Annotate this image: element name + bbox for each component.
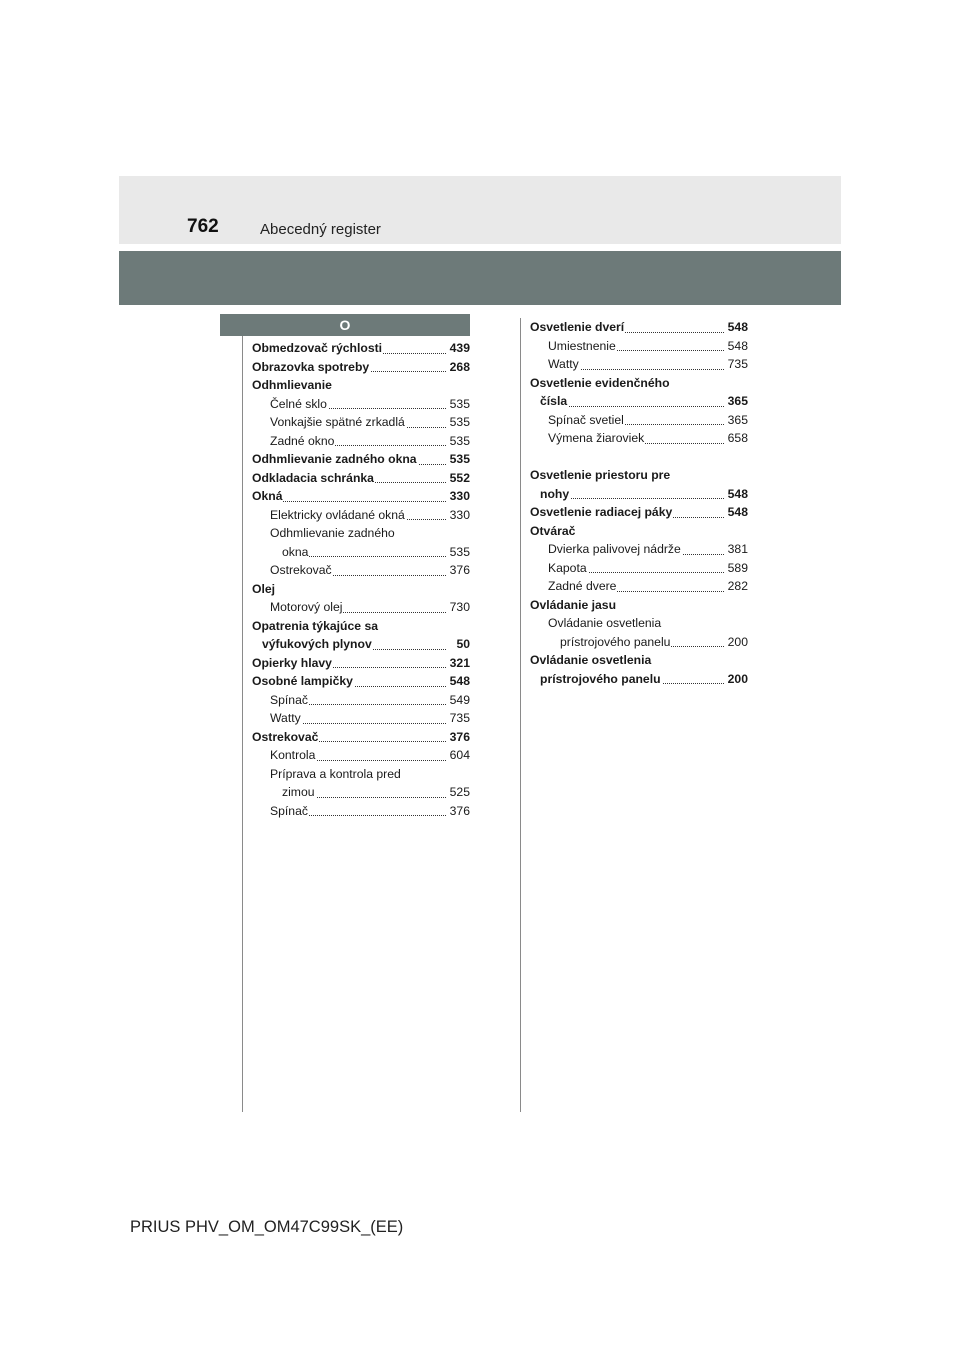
- index-entry: [252, 691, 470, 710]
- index-entry-text: Odkladacia schránka: [252, 470, 374, 485]
- index-entry-page: 330: [449, 487, 470, 506]
- index-entry-page: 589: [727, 559, 748, 578]
- index-entry-text: Výmena žiaroviek: [548, 431, 645, 445]
- index-entry-page: 552: [449, 469, 470, 488]
- index-entry-page: 535: [449, 395, 470, 414]
- index-entry: [530, 374, 748, 393]
- index-entry-text: Okná: [252, 489, 283, 503]
- index-entry: [252, 635, 470, 654]
- index-entry: [252, 543, 470, 562]
- index-entry-page: 376: [449, 802, 470, 821]
- index-entry-page: 730: [449, 598, 470, 617]
- index-entry-page: 376: [449, 561, 470, 580]
- index-entry-page: 330: [449, 506, 470, 525]
- index-entry-text: Obmedzovač rýchlosti: [252, 341, 383, 355]
- index-entry-text: Umiestnenie: [548, 338, 616, 353]
- index-entry: [252, 358, 470, 377]
- index-entry-text: Osvetlenie priestoru pre: [530, 468, 671, 482]
- index-entry-page: 365: [727, 392, 748, 411]
- index-entry: [530, 355, 748, 374]
- index-entry: [530, 540, 748, 559]
- index-entry: [252, 728, 470, 747]
- index-entry: [252, 376, 470, 395]
- index-entry: [530, 466, 748, 485]
- index-entry: [530, 670, 748, 689]
- index-entry-page: 439: [449, 339, 470, 358]
- index-entry-text: zimou: [282, 785, 315, 799]
- index-entry: [252, 765, 470, 784]
- header-dark-band: [119, 251, 841, 305]
- index-entry-text: Otvárač: [530, 523, 576, 538]
- index-entry-text: Motorový olej: [270, 600, 343, 614]
- index-entry-page: 549: [449, 691, 470, 710]
- index-letter-heading: O: [220, 314, 470, 336]
- index-entry-page: 525: [449, 783, 470, 802]
- index-entry: [252, 783, 470, 802]
- index-entry: [252, 524, 470, 543]
- index-entry: [530, 429, 748, 448]
- index-entry: [530, 577, 748, 596]
- index-entry: [530, 318, 748, 337]
- index-entry-text: čísla: [540, 394, 568, 408]
- index-entry-page: 376: [449, 728, 470, 747]
- index-entry-text: Príprava a kontrola pred: [270, 766, 401, 781]
- index-entry: [530, 651, 748, 670]
- index-entry: [252, 598, 470, 617]
- index-entry-page: 548: [727, 337, 748, 356]
- index-entry: [252, 469, 470, 488]
- index-entry: [252, 339, 470, 358]
- index-entry-page: 548: [449, 672, 470, 691]
- index-entry: [252, 432, 470, 451]
- section-title: Abecedný register: [260, 221, 381, 238]
- index-entry-page: 548: [727, 485, 748, 504]
- index-entry-text: výfukových plynov: [262, 637, 372, 651]
- index-entry: [252, 580, 470, 599]
- index-entry-text: prístrojového panelu: [540, 671, 661, 686]
- index-entry-text: Obrazovka spotreby: [252, 359, 370, 374]
- index-entry: [252, 802, 470, 821]
- index-entry-text: Ovládanie osvetlenia: [548, 616, 662, 630]
- index-entry: [530, 522, 748, 541]
- index-entry-page: 381: [727, 540, 748, 559]
- index-entry-text: Opatrenia týkajúce sa: [252, 618, 378, 633]
- index-entry-page: 535: [449, 413, 470, 432]
- index-entry-page: 268: [449, 358, 470, 377]
- index-entry-text: Osvetlenie evidenčného: [530, 375, 670, 390]
- index-entry-page: 200: [727, 633, 748, 652]
- index-entry-page: 604: [449, 746, 470, 765]
- index-entry-text: Spínač svetiel: [548, 412, 624, 427]
- index-entry-text: Vonkajšie spätné zrkadlá: [270, 415, 405, 429]
- index-entry: [252, 450, 470, 469]
- index-entry-text: Osvetlenie radiacej páky: [530, 505, 673, 519]
- index-entry-text: Osvetlenie dverí: [530, 320, 625, 334]
- index-entry: [530, 337, 748, 356]
- index-entry-text: Osobné lampičky: [252, 674, 353, 688]
- index-entry-text: Čelné sklo: [270, 396, 327, 411]
- index-entry-text: Ostrekovač: [252, 729, 319, 744]
- index-entry-page: 50: [455, 635, 470, 654]
- index-entry-page: 535: [449, 543, 470, 562]
- index-entry-text: Dvierka palivovej nádrže: [548, 542, 681, 556]
- index-entry-page: 548: [727, 318, 748, 337]
- page-number: 762: [187, 216, 219, 237]
- index-entry-text: Odhmlievanie zadného: [270, 526, 395, 540]
- index-entry-text: okna: [282, 544, 309, 559]
- index-entry-text: Odhmlievanie zadného okna: [252, 452, 417, 466]
- index-entry: [530, 596, 748, 615]
- column-rule-right: [520, 318, 521, 1112]
- column-rule-left: [242, 336, 243, 1112]
- index-entry: [252, 487, 470, 506]
- index-entry-text: Kontrola: [270, 748, 316, 762]
- index-entry-text: Watty: [548, 357, 579, 371]
- index-entry-text: Olej: [252, 581, 276, 596]
- index-entry-page: 535: [449, 432, 470, 451]
- index-entry-text: Watty: [270, 711, 301, 725]
- index-column-left: [252, 339, 470, 820]
- index-entry-text: Kapota: [548, 560, 587, 575]
- index-entry-page: 658: [727, 429, 748, 448]
- index-entry: [530, 503, 748, 522]
- index-entry: [252, 395, 470, 414]
- index-entry: [252, 413, 470, 432]
- index-entry-text: Ostrekovač: [270, 563, 332, 577]
- index-column-right: [530, 318, 748, 688]
- index-entry-page: 548: [727, 503, 748, 522]
- index-entry: [252, 654, 470, 673]
- header-band: [119, 176, 841, 244]
- index-entry-text: Spínač: [270, 803, 308, 818]
- index-entry: [530, 614, 748, 633]
- index-entry: [252, 672, 470, 691]
- index-entry-page: 365: [727, 411, 748, 430]
- index-entry-text: Elektricky ovládané okná: [270, 507, 405, 522]
- index-entry: [530, 392, 748, 411]
- index-entry-page: 282: [727, 577, 748, 596]
- index-entry-text: Zadné dvere: [548, 579, 617, 593]
- index-entry-text: Odhmlievanie: [252, 378, 332, 392]
- index-entry: [530, 411, 748, 430]
- index-entry: [530, 485, 748, 504]
- index-entry-page: 735: [727, 355, 748, 374]
- index-entry-page: 535: [449, 450, 470, 469]
- index-entry-page: 200: [727, 670, 748, 689]
- index-entry-text: prístrojového panelu: [560, 634, 671, 649]
- index-entry-text: Opierky hlavy: [252, 655, 332, 670]
- index-entry: [252, 561, 470, 580]
- index-entry-page: 735: [449, 709, 470, 728]
- index-entry-text: Ovládanie jasu: [530, 597, 617, 612]
- index-entry-text: nohy: [540, 486, 570, 501]
- index-entry: [252, 506, 470, 525]
- index-entry: [252, 746, 470, 765]
- document-code: PRIUS PHV_OM_OM47C99SK_(EE): [130, 1218, 404, 1236]
- index-entry-text: Zadné okno: [270, 433, 335, 448]
- index-entry-page: 321: [449, 654, 470, 673]
- index-entry: [530, 559, 748, 578]
- index-entry: [252, 617, 470, 636]
- index-entry-text: Spínač: [270, 692, 308, 707]
- index-entry: [252, 709, 470, 728]
- index-entry: [530, 633, 748, 652]
- index-entry-text: Ovládanie osvetlenia: [530, 653, 652, 667]
